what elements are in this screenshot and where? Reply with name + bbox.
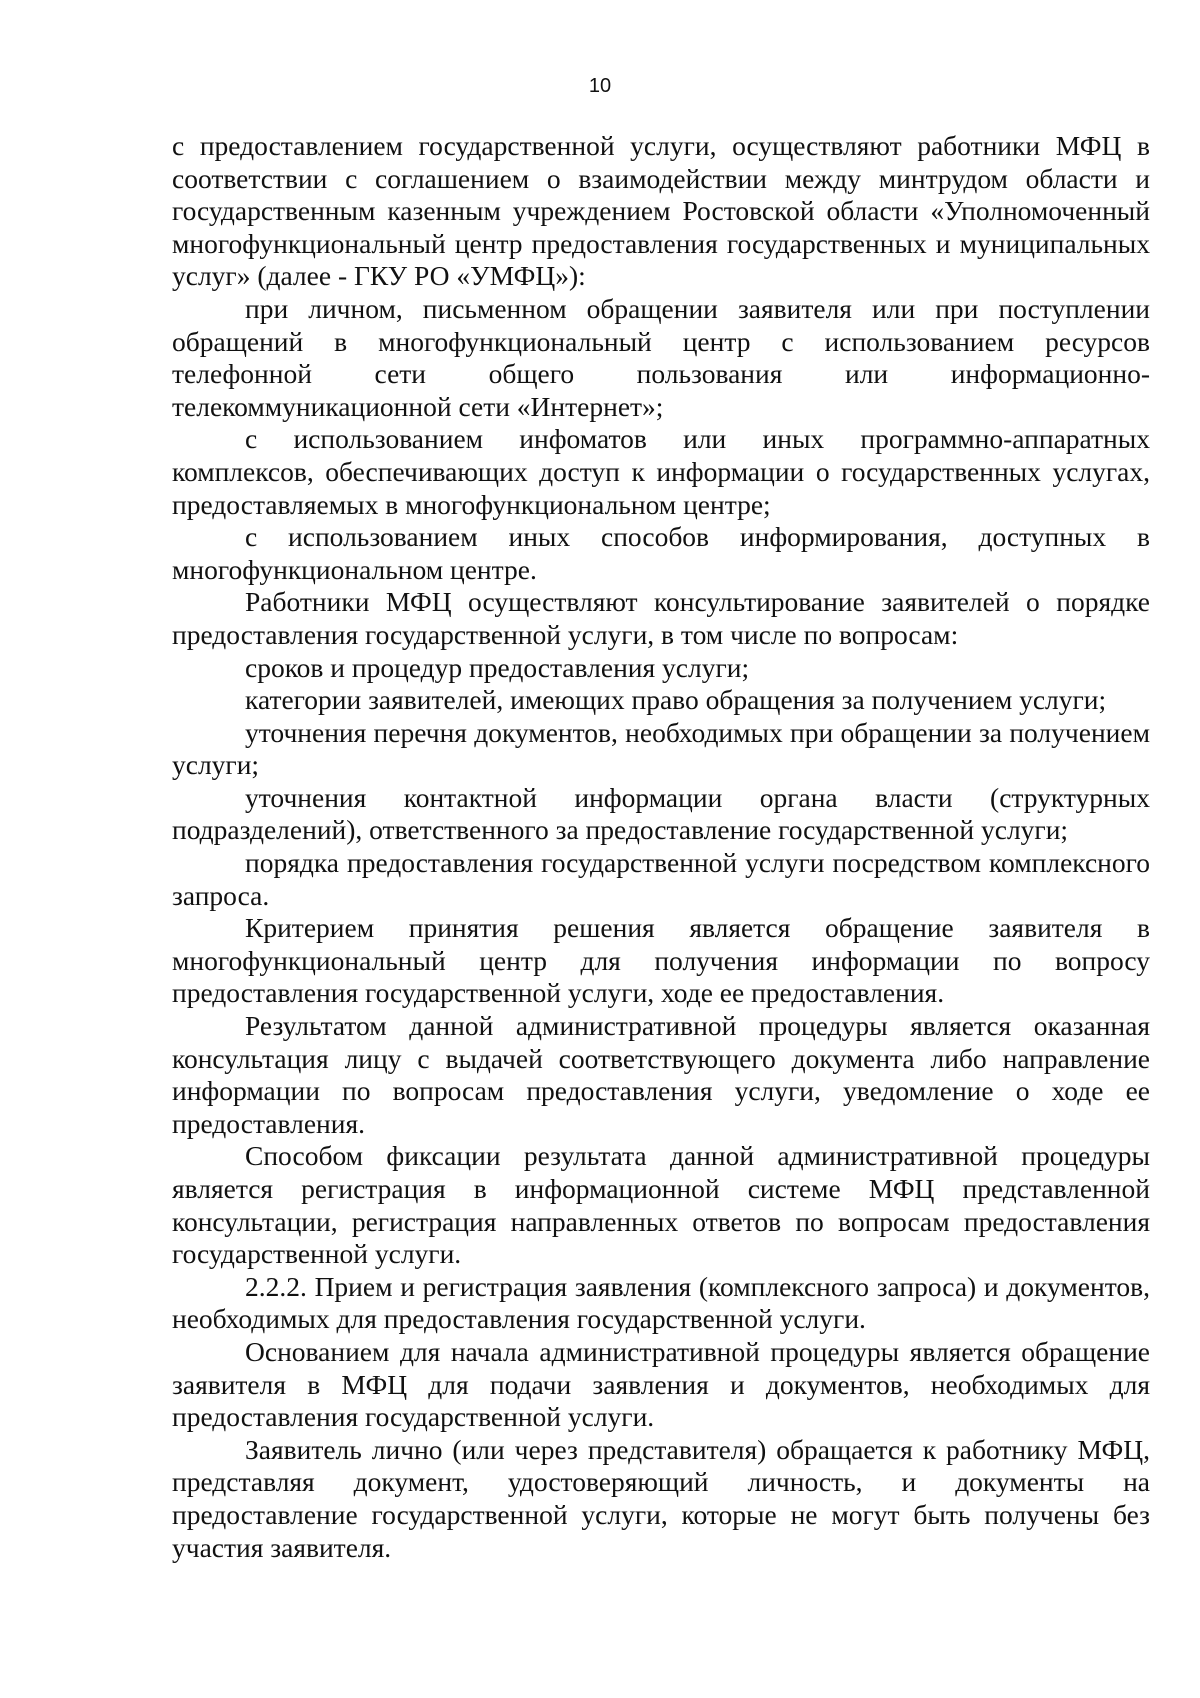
paragraph: Способом фиксации результата данной административной процедуры является регистрация в информационной системе МФЦ представленной консультации, регистрация направленных ответов по вопросам предоставления государственной услуги. [172,1140,1150,1270]
paragraph: Заявитель лично (или через представителя) обращается к работнику МФЦ, представляя документ, удостоверяющий личность, и документы на предоставление государственной услуги, которые не могут быть получены без участия заявителя. [172,1433,1150,1563]
paragraph: уточнения контактной информации органа власти (структурных подразделений), ответственного за предоставление государственной услуги; [172,781,1150,846]
paragraph: с предоставлением государственной услуги, осуществляют работники МФЦ в соответствии с соглашением о взаимодействии между минтрудом области и государственным казенным учреждением Ростовской области «Уполномоченный многофункциональный центр предоставления государственных и муниципальных услуг» (далее - ГКУ РО «УМФЦ»): [172,130,1150,292]
paragraph: категории заявителей, имеющих право обращения за получением услуги; [245,684,1107,716]
paragraph: Критерием принятия решения является обращение заявителя в многофункциональный центр для получения информации по вопросу предоставления государственной услуги, ходе ее предоставления. [172,912,1150,1009]
document-body [172,130,1150,1564]
paragraph: порядка предоставления государственной услуги посредством комплексного запроса. [172,847,1150,911]
section-heading-2-2-2: 2.2.2. Прием и регистрация заявления (комплексного запроса) и документов, необходимых для предоставления государственной услуги. [172,1270,1150,1335]
paragraph: при личном, письменном обращении заявителя или при поступлении обращений в многофункциональный центр с использованием ресурсов телефонной сети общего пользования или информационно-телекоммуникационной сети «Интернет»; [172,292,1150,422]
paragraph: уточнения перечня документов, необходимых при обращении за получением услуги; [172,716,1150,781]
paragraph: с использованием инфоматов или иных программно-аппаратных комплексов, обеспечивающих доступ к информации о государственных услугах, предоставляемых в многофункциональном центре; [172,423,1150,520]
paragraph: Работники МФЦ осуществляют консультирование заявителей о порядке предоставления государственной услуги, в том числе по вопросам: [172,586,1150,650]
paragraph: с использованием иных способов информирования, доступных в многофункциональном центре. [172,521,1150,585]
paragraph: Основанием для начала административной процедуры является обращение заявителя в МФЦ для подачи заявления и документов, необходимых для предоставления государственной услуги. [172,1335,1150,1433]
paragraph: Результатом данной административной процедуры является оказанная консультация лицу с выдачей соответствующего документа либо направление информации по вопросам предоставления услуги, уведомление о ходе ее предоставления. [172,1010,1150,1139]
paragraph: сроков и процедур предоставления услуги; [245,651,750,683]
page-number: 10 [588,75,612,97]
